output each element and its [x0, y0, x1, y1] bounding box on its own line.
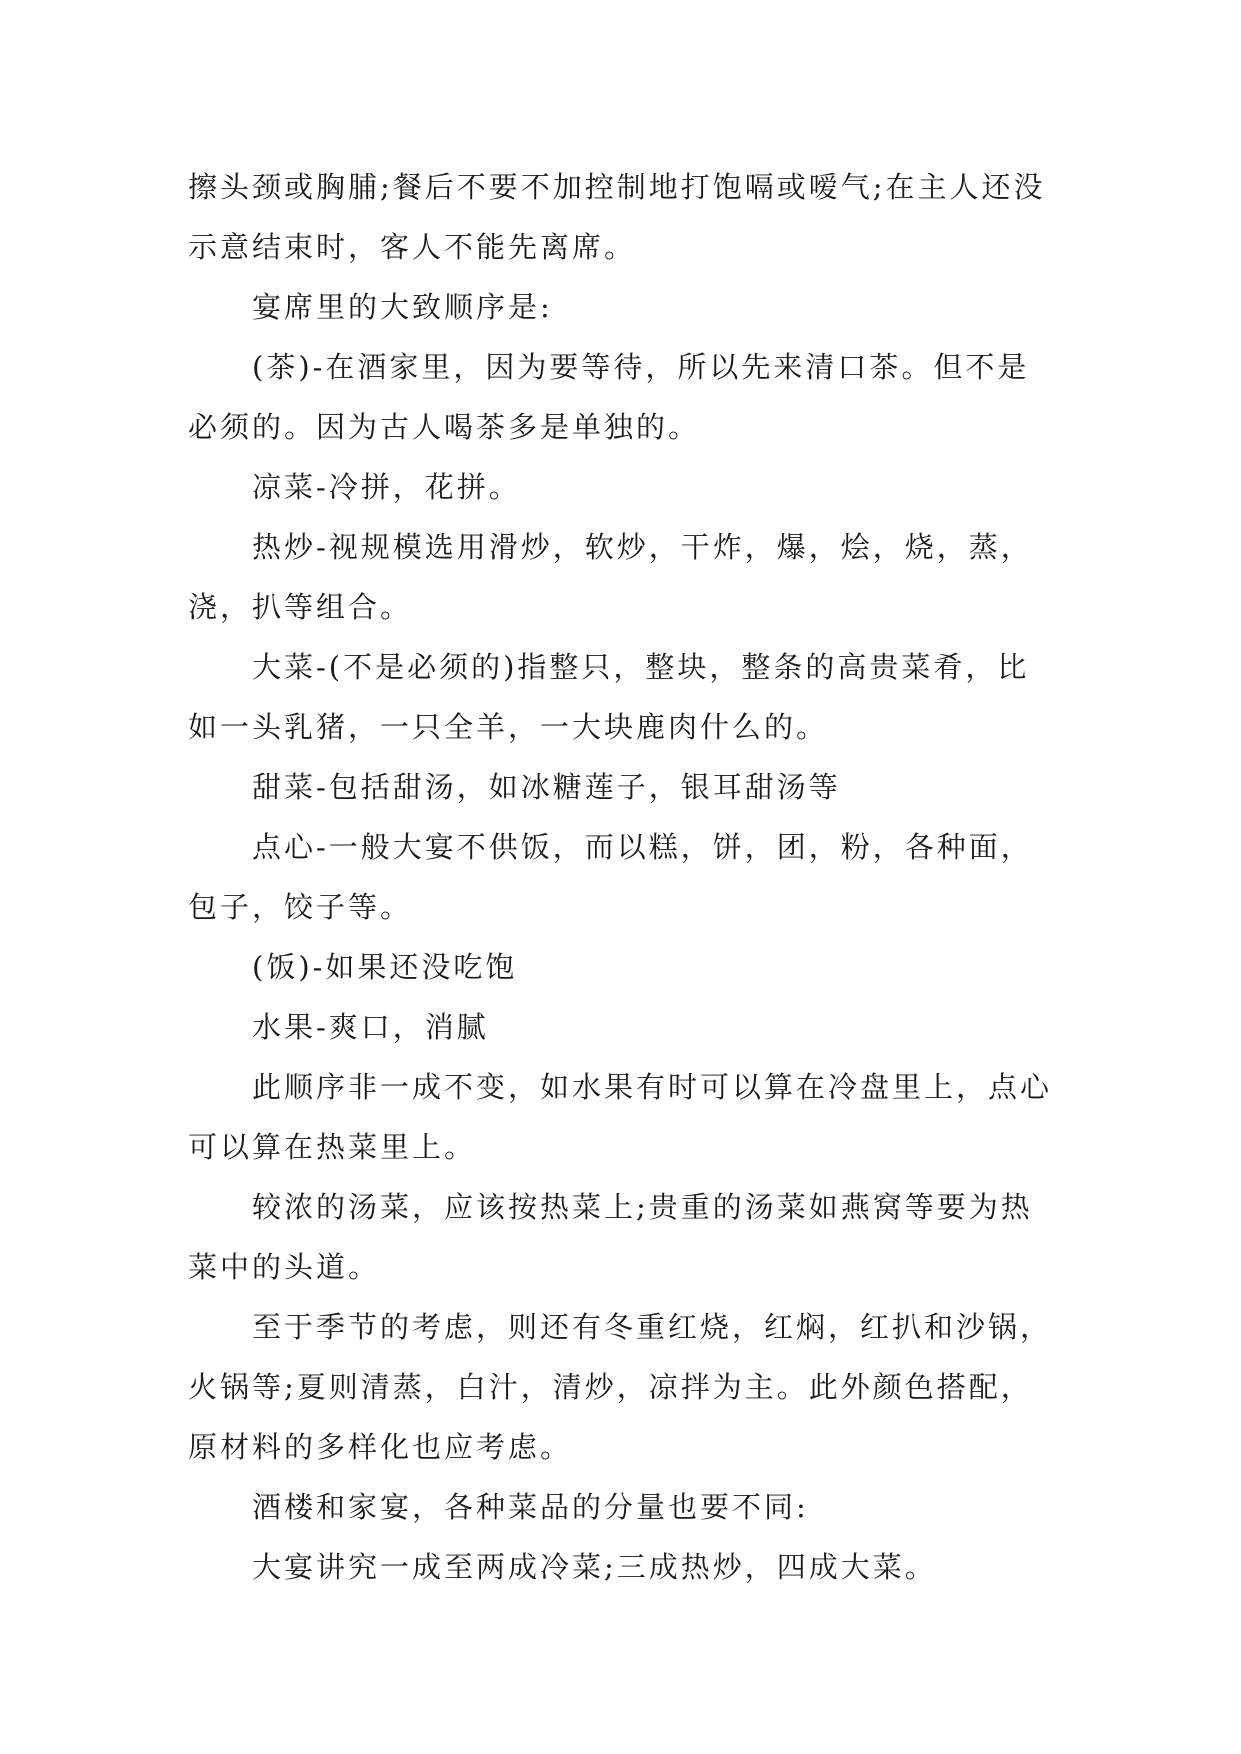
- paragraph: 大宴讲究一成至两成冷菜;三成热炒，四成大菜。: [252, 1550, 937, 1584]
- document-body: [188, 157, 1056, 1597]
- paragraph: 此顺序非一成不变，如水果有时可以算在冷盘里上，点心可以算在热菜里上。: [188, 1070, 1053, 1164]
- paragraph: 至于季节的考虑，则还有冬重红烧，红焖，红扒和沙锅，火锅等;夏则清蒸，白汁，清炒，凉拌为主。此外颜色搭配，原材料的多样化也应考虑。: [188, 1310, 1053, 1464]
- paragraph: (茶)-在酒家里，因为要等待，所以先来清口茶。但不是必须的。因为古人喝茶多是单独的。: [188, 350, 1030, 444]
- paragraph: 热炒-视规模选用滑炒，软炒，干炸，爆，烩，烧，蒸，浇，扒等组合。: [188, 530, 1033, 624]
- paragraph: 点心-一般大宴不供饭，而以糕，饼，团，粉，各种面，包子，饺子等。: [188, 830, 1033, 924]
- paragraph: 水果-爽口，消腻: [252, 1010, 489, 1044]
- paragraph: 擦头颈或胸脯;餐后不要不加控制地打饱嗝或嗳气;在主人还没示意结束时，客人不能先离席。: [188, 170, 1046, 264]
- paragraph: 凉菜-冷拼，花拼。: [252, 470, 521, 504]
- paragraph: 大菜-(不是必须的)指整只，整块，整条的高贵菜肴，比如一头乳猪，一只全羊，一大块鹿肉什么的。: [188, 650, 1030, 744]
- paragraph: 宴席里的大致顺序是:: [252, 290, 553, 324]
- paragraph: 酒楼和家宴，各种菜品的分量也要不同:: [252, 1490, 809, 1524]
- paragraph: 较浓的汤菜，应该按热菜上;贵重的汤菜如燕窝等要为热菜中的头道。: [188, 1190, 1033, 1284]
- paragraph: (饭)-如果还没吃饱: [252, 950, 518, 984]
- paragraph: 甜菜-包括甜汤，如冰糖莲子，银耳甜汤等: [252, 770, 841, 804]
